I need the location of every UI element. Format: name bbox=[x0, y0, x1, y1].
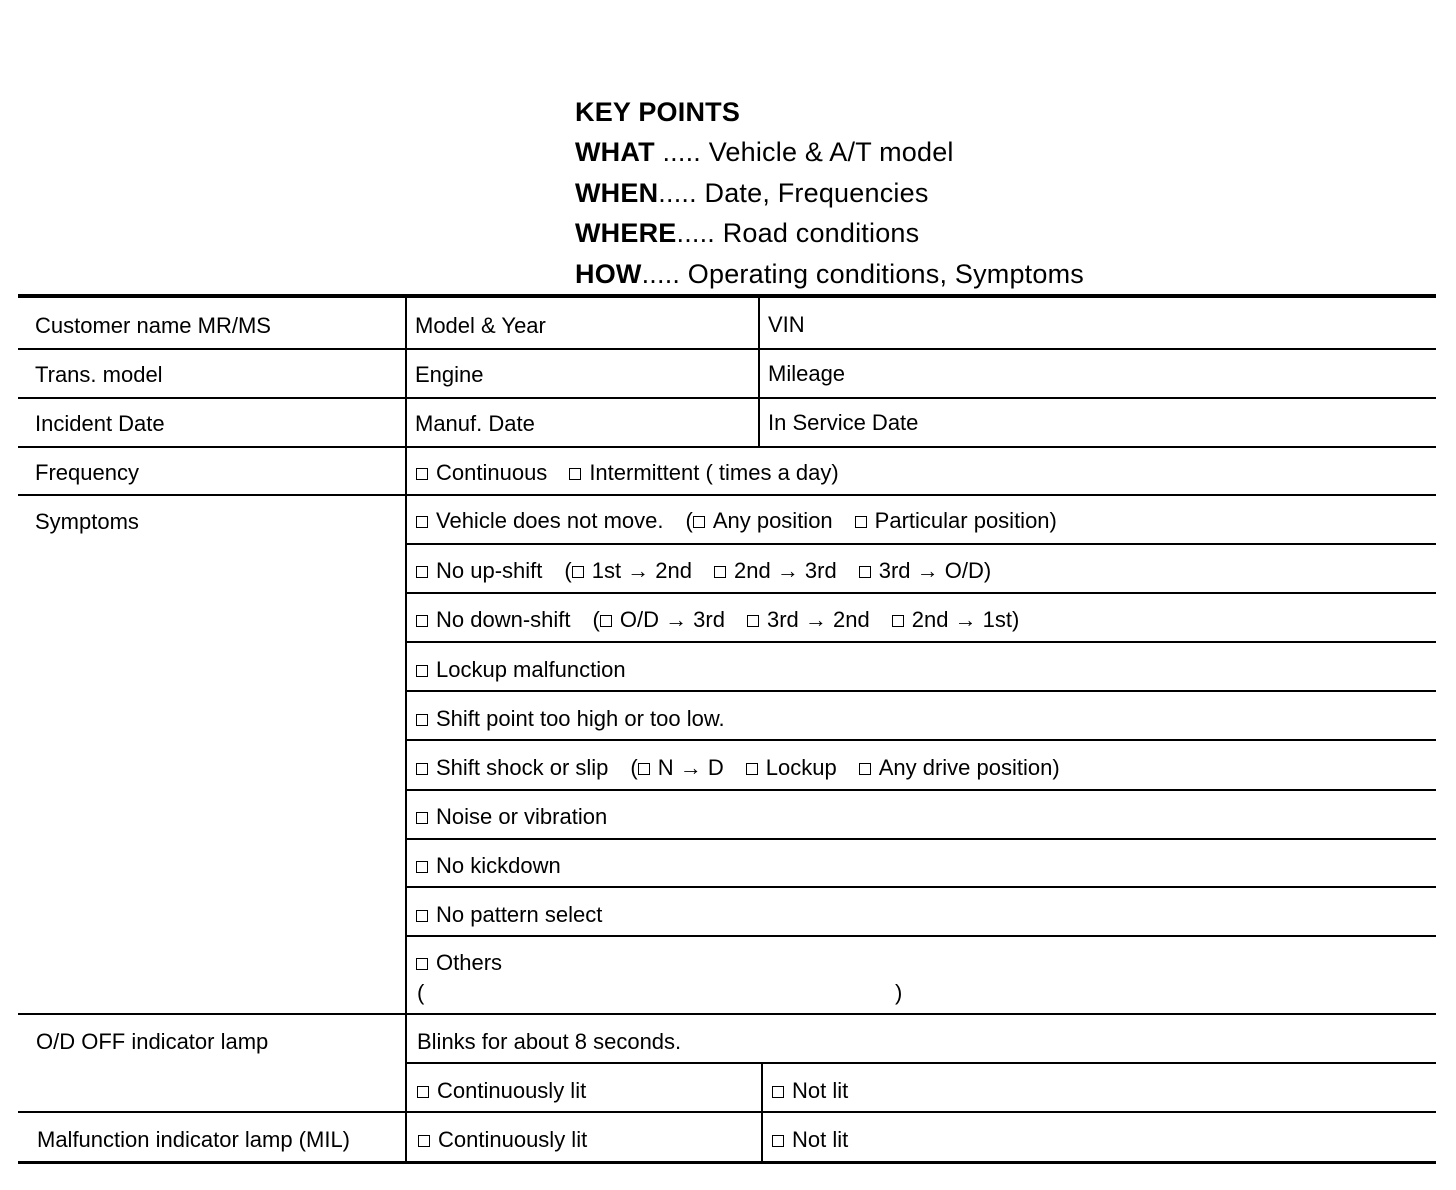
incident-date-field[interactable]: Incident Date bbox=[35, 411, 165, 436]
row-divider bbox=[407, 886, 1436, 888]
n-d-label: N → D bbox=[657, 755, 724, 780]
shift-shock-checkbox[interactable] bbox=[416, 763, 428, 775]
any-position-label: Any position bbox=[712, 508, 833, 533]
no-downshift-label: No down-shift bbox=[436, 607, 571, 632]
continuous-label: Continuous bbox=[436, 460, 548, 485]
row-divider bbox=[18, 446, 1436, 448]
row-divider bbox=[407, 641, 1436, 643]
noise-checkbox[interactable] bbox=[416, 812, 428, 824]
symptom-row-shift-point bbox=[416, 706, 725, 732]
engine-field[interactable]: Engine bbox=[415, 362, 484, 387]
no-move-checkbox[interactable] bbox=[416, 516, 428, 528]
row-divider bbox=[407, 592, 1436, 594]
no-move-label: Vehicle does not move. bbox=[436, 508, 664, 533]
lockup-malfunction-checkbox[interactable] bbox=[416, 665, 428, 677]
paren: ( bbox=[592, 607, 600, 632]
column-divider bbox=[758, 296, 760, 448]
frequency-options bbox=[416, 460, 839, 486]
particular-position-checkbox[interactable] bbox=[855, 516, 867, 528]
lockup-checkbox[interactable] bbox=[746, 763, 758, 775]
others-checkbox[interactable] bbox=[416, 958, 428, 970]
mil-not-lit-label: Not lit bbox=[792, 1127, 849, 1152]
down-3-2-label: 3rd → 2nd bbox=[766, 607, 870, 632]
key-point-what: WHAT ..... Vehicle & A/T model bbox=[575, 137, 954, 168]
key-point-where: WHERE..... Road conditions bbox=[575, 218, 920, 249]
od-off-continuous-option bbox=[417, 1078, 586, 1104]
noise-label: Noise or vibration bbox=[436, 804, 608, 829]
mil-not-lit-checkbox[interactable] bbox=[772, 1135, 784, 1147]
mil-continuous-label: Continuously lit bbox=[438, 1127, 588, 1152]
row-divider bbox=[407, 789, 1436, 791]
trans-model-field[interactable]: Trans. model bbox=[35, 362, 163, 387]
key-point-how: HOW..... Operating conditions, Symptoms bbox=[575, 258, 1084, 289]
mileage-field[interactable]: Mileage bbox=[768, 361, 846, 386]
paren: ( bbox=[564, 558, 572, 583]
vin-field[interactable]: VIN bbox=[768, 312, 805, 337]
row-divider bbox=[18, 348, 1436, 350]
symptom-row-shift-shock bbox=[416, 755, 1060, 781]
n-d-checkbox[interactable] bbox=[638, 763, 650, 775]
frequency-label: Frequency bbox=[35, 460, 139, 485]
no-kickdown-label: No kickdown bbox=[436, 853, 561, 878]
no-kickdown-checkbox[interactable] bbox=[416, 861, 428, 873]
shift-point-label: Shift point too high or too low. bbox=[436, 706, 725, 731]
symptom-row-no-downshift bbox=[416, 607, 1019, 633]
mil-continuous-checkbox[interactable] bbox=[418, 1135, 430, 1147]
column-divider bbox=[761, 1062, 763, 1163]
lockup-label: Lockup bbox=[765, 755, 837, 780]
row-divider bbox=[407, 1062, 1436, 1064]
mil-continuous-option bbox=[418, 1127, 587, 1153]
shift-shock-label: Shift shock or slip bbox=[436, 755, 609, 780]
down-od-3-label: O/D → 3rd bbox=[619, 607, 725, 632]
row-divider bbox=[18, 494, 1436, 496]
up-3-od-checkbox[interactable] bbox=[859, 566, 871, 578]
row-divider bbox=[18, 1013, 1436, 1015]
particular-position-label: Particular position) bbox=[874, 508, 1057, 533]
key-points bbox=[575, 92, 1084, 294]
key-points-title: KEY POINTS bbox=[575, 97, 741, 127]
key-point-when: WHEN..... Date, Frequencies bbox=[575, 177, 929, 208]
od-off-label: O/D OFF indicator lamp bbox=[36, 1029, 269, 1054]
others-input[interactable] bbox=[430, 980, 890, 1006]
table-top-border bbox=[18, 294, 1436, 298]
od-not-lit-label: Not lit bbox=[792, 1078, 849, 1103]
row-divider bbox=[407, 935, 1436, 937]
down-2-1-label: 2nd → 1st) bbox=[911, 607, 1020, 632]
symptom-row-no-move bbox=[416, 508, 1057, 534]
up-2-3-label: 2nd → 3rd bbox=[734, 558, 837, 583]
no-pattern-label: No pattern select bbox=[436, 902, 603, 927]
symptom-row-lockup-malfunction bbox=[416, 657, 626, 683]
mil-label: Malfunction indicator lamp (MIL) bbox=[37, 1127, 351, 1152]
paren: ( bbox=[630, 755, 638, 780]
up-3-od-label: 3rd → O/D) bbox=[878, 558, 992, 583]
no-upshift-label: No up-shift bbox=[436, 558, 543, 583]
manuf-date-field[interactable]: Manuf. Date bbox=[415, 411, 535, 436]
any-position-checkbox[interactable] bbox=[693, 516, 705, 528]
lockup-malfunction-label: Lockup malfunction bbox=[436, 657, 626, 682]
column-divider bbox=[405, 296, 407, 1163]
up-1-2-label: 1st → 2nd bbox=[591, 558, 692, 583]
od-off-not-lit-option bbox=[772, 1078, 848, 1104]
shift-point-checkbox[interactable] bbox=[416, 714, 428, 726]
mil-not-lit-option bbox=[772, 1127, 848, 1153]
model-year-field[interactable]: Model & Year bbox=[415, 313, 546, 338]
up-2-3-checkbox[interactable] bbox=[714, 566, 726, 578]
any-drive-checkbox[interactable] bbox=[859, 763, 871, 775]
up-1-2-checkbox[interactable] bbox=[572, 566, 584, 578]
row-divider bbox=[18, 1111, 1436, 1113]
od-not-lit-checkbox[interactable] bbox=[772, 1086, 784, 1098]
symptom-row-no-kickdown bbox=[416, 853, 561, 879]
down-3-2-checkbox[interactable] bbox=[747, 615, 759, 627]
others-label: Others bbox=[436, 950, 503, 975]
row-divider bbox=[407, 543, 1436, 545]
no-upshift-checkbox[interactable] bbox=[416, 566, 428, 578]
in-service-date-field[interactable]: In Service Date bbox=[768, 410, 919, 435]
symptom-row-no-upshift bbox=[416, 558, 991, 584]
symptoms-label: Symptoms bbox=[35, 509, 139, 534]
od-off-blinks-label: Blinks for about 8 seconds. bbox=[417, 1029, 682, 1054]
row-divider bbox=[18, 397, 1436, 399]
any-drive-label: Any drive position) bbox=[878, 755, 1060, 780]
symptom-row-others bbox=[416, 950, 502, 976]
table-bottom-border bbox=[18, 1161, 1436, 1164]
od-continuous-label: Continuously lit bbox=[437, 1078, 587, 1103]
paren: ( bbox=[685, 508, 693, 533]
row-divider bbox=[407, 690, 1436, 692]
others-open-paren: ( bbox=[417, 980, 425, 1005]
intermittent-label: Intermittent ( times a day) bbox=[589, 460, 839, 485]
no-downshift-checkbox[interactable] bbox=[416, 615, 428, 627]
continuous-checkbox[interactable] bbox=[416, 468, 428, 480]
symptom-row-noise bbox=[416, 804, 607, 830]
symptom-row-no-pattern bbox=[416, 902, 602, 928]
no-pattern-checkbox[interactable] bbox=[416, 910, 428, 922]
customer-name-field[interactable]: Customer name MR/MS bbox=[35, 313, 271, 338]
down-od-3-checkbox[interactable] bbox=[600, 615, 612, 627]
down-2-1-checkbox[interactable] bbox=[892, 615, 904, 627]
intermittent-checkbox[interactable] bbox=[569, 468, 581, 480]
od-continuous-checkbox[interactable] bbox=[417, 1086, 429, 1098]
row-divider bbox=[407, 739, 1436, 741]
others-close-paren: ) bbox=[895, 980, 903, 1005]
row-divider bbox=[407, 838, 1436, 840]
